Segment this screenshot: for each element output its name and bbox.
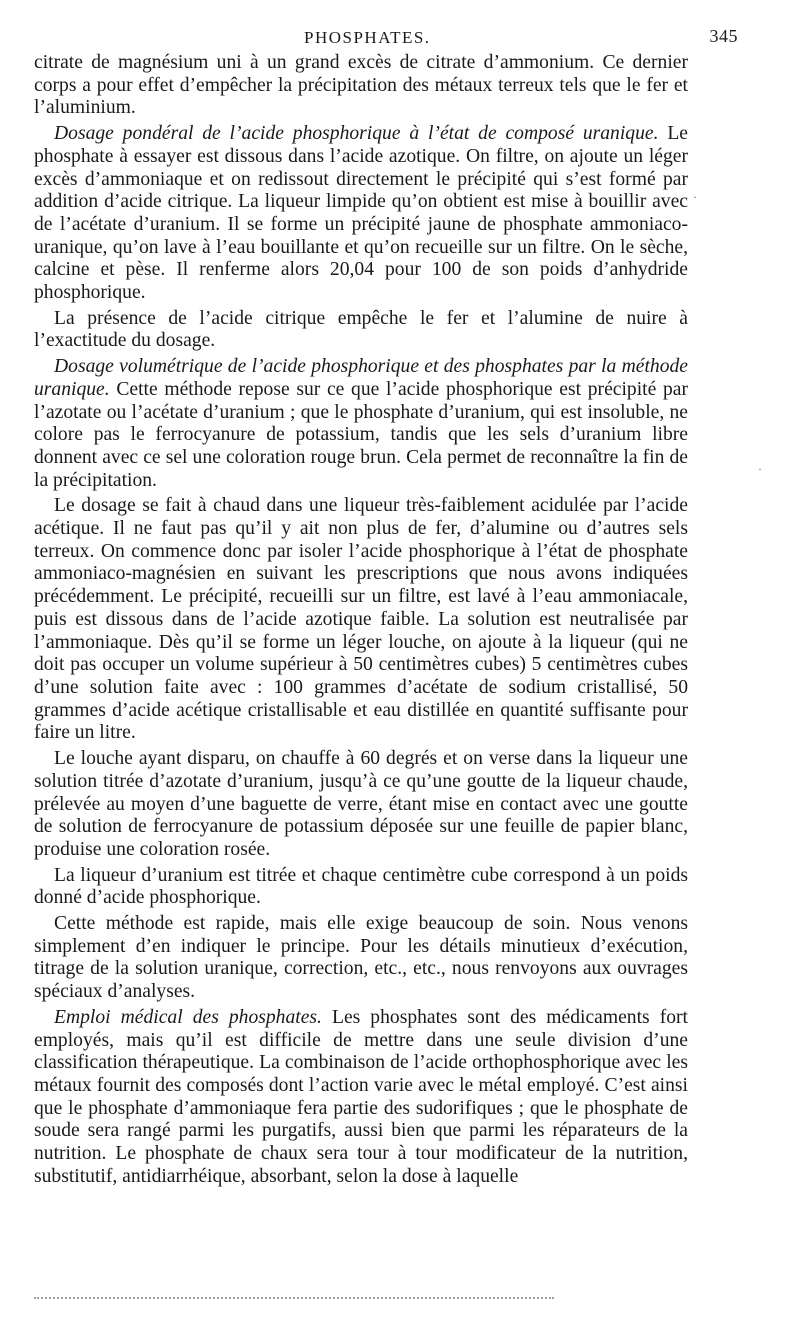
section-heading: Dosage pondéral de l’acide phosphorique à l’état de composé uranique. bbox=[54, 123, 659, 145]
paragraph-emploi-medical bbox=[34, 1007, 688, 1189]
section-heading: Emploi médical des phosphates. bbox=[54, 1006, 322, 1028]
paragraph-text: Le phosphate à essayer est dissous dans l’acide azotique. On filtre, on ajoute un léger excès d’ammoniaque et on redissout directement le précipité qui s’est formé par addition d’acide citrique. La liqueur limpide qu’on obtient est mise à bouillir avec de l’acétate d’uranium. Il se forme un précipité jaune de phosphate ammoniaco-uranique, qu’on lave à l’eau bouillante et qu’on recueille sur un filtre. On le sèche, calcine et pèse. Il renferme alors 20,04 pour 100 de son poids d’anhydride phosphorique. bbox=[34, 123, 688, 304]
paragraph-methode-rapide bbox=[34, 913, 688, 1004]
paragraph-text: Le louche ayant disparu, on chauffe à 60 degrés et on verse dans la liqueur une solution titrée d’azotate d’uranium, jusqu’à ce qu’une goutte de la liqueur chaude, prélevée au moyen d’une baguette de verre, étant mise en contact avec une goutte de solution de ferrocyanure de potassium déposée sur une feuille de papier blanc, produise une coloration rosée. bbox=[34, 748, 688, 860]
paragraph-dosage-ponderal bbox=[34, 123, 688, 305]
page-number: 345 bbox=[709, 26, 738, 46]
paragraph-text: Cette méthode repose sur ce que l’acide phosphorique est précipité par l’azotate ou l’acétate d’uranium ; que le phosphate d’uranium, qui est insoluble, ne colore pas le ferrocyanure de potassium, tandis que les sels d’uranium libre donnent avec ce sel une coloration rouge brun. Cela permet de reconnaître la fin de la précipitation. bbox=[34, 378, 688, 491]
paragraph-dosage-chaud bbox=[34, 495, 688, 745]
book-page bbox=[34, 22, 774, 1188]
paragraph-dosage-volumetrique bbox=[34, 356, 688, 492]
paragraph-liqueur-uranium bbox=[34, 865, 688, 910]
bottom-bleed-through bbox=[34, 1297, 554, 1299]
margin-speck: · bbox=[758, 462, 762, 476]
paragraph-continuation bbox=[34, 52, 688, 120]
body-text bbox=[34, 52, 688, 1188]
paragraph-text: citrate de magnésium uni à un grand excès de citrate d’ammonium. Ce dernier corps a pour effet d’empêcher la précipitation des métaux terreux tels que le fer et l’aluminium. bbox=[34, 52, 688, 119]
paragraph-text: Les phosphates sont des médicaments fort employés, mais qu’il est difficile de mettre dans une seule division d’une classification thérapeutique. La combinaison de l’acide orthophosphorique avec les métaux fournit des composés dont l’action varie avec le métal employé. C’est ainsi que le phosphate d’ammoniaque fera partie des sudorifiques ; que le phosphate de soude sera rangé parmi les purgatifs, aussi bien que parmi les réparateurs de la nutrition. Le phosphate de chaux sera tour à tour modificateur de la nutrition, substitutif, antidiarrhéique, absorbant, selon la dose à laquelle bbox=[34, 1006, 688, 1187]
paragraph-louche bbox=[34, 748, 688, 862]
paragraph-text: La présence de l’acide citrique empêche le fer et l’alumine de nuire à l’exactitude du dosage. bbox=[34, 307, 688, 352]
paragraph-text: La liqueur d’uranium est titrée et chaque centimètre cube correspond à un poids donné d’acide phosphorique. bbox=[34, 864, 688, 909]
paragraph-text: Le dosage se fait à chaud dans une liqueur très-faiblement acidulée par l’acide acétique. Il ne faut pas qu’il y ait non plus de fer, d’alumine ou d’autres sels terreux. On commence donc par isoler l’acide phosphorique à l’état de phosphate ammoniaco-magnésien en suivant les prescriptions que nous avons indiquées précédemment. Le précipité, recueilli sur un filtre, est lavé à l’eau ammoniacale, puis est dissous dans de l’acide azotique faible. La solution est neutralisée par l’ammoniaque. Dès qu’il se forme un léger louche, on ajoute à la liqueur (qui ne doit pas occuper un volume supérieur à 50 centimètres cubes) 5 centimètres cubes d’une solution faite avec : 100 grammes d’acétate de sodium cristallisé, 50 grammes d’acide acétique cristallisable et eau distillée en quantité suffisante pour faire un litre. bbox=[34, 495, 688, 744]
paragraph-acide-citrique bbox=[34, 308, 688, 353]
running-head bbox=[34, 22, 774, 52]
running-title: PHOSPHATES. bbox=[304, 28, 431, 47]
margin-speck: · bbox=[693, 190, 697, 204]
section-heading: Dosage volumétrique de l’acide phosphorique et des phosphates par la méthode uranique. bbox=[34, 356, 688, 400]
paragraph-text: Cette méthode est rapide, mais elle exige beaucoup de soin. Nous venons simplement d’en indiquer le principe. Pour les détails minutieux d’exécution, titrage de la solution uranique, correction, etc., etc., nous renvoyons aux ouvrages spéciaux d’analyses. bbox=[34, 913, 688, 1003]
